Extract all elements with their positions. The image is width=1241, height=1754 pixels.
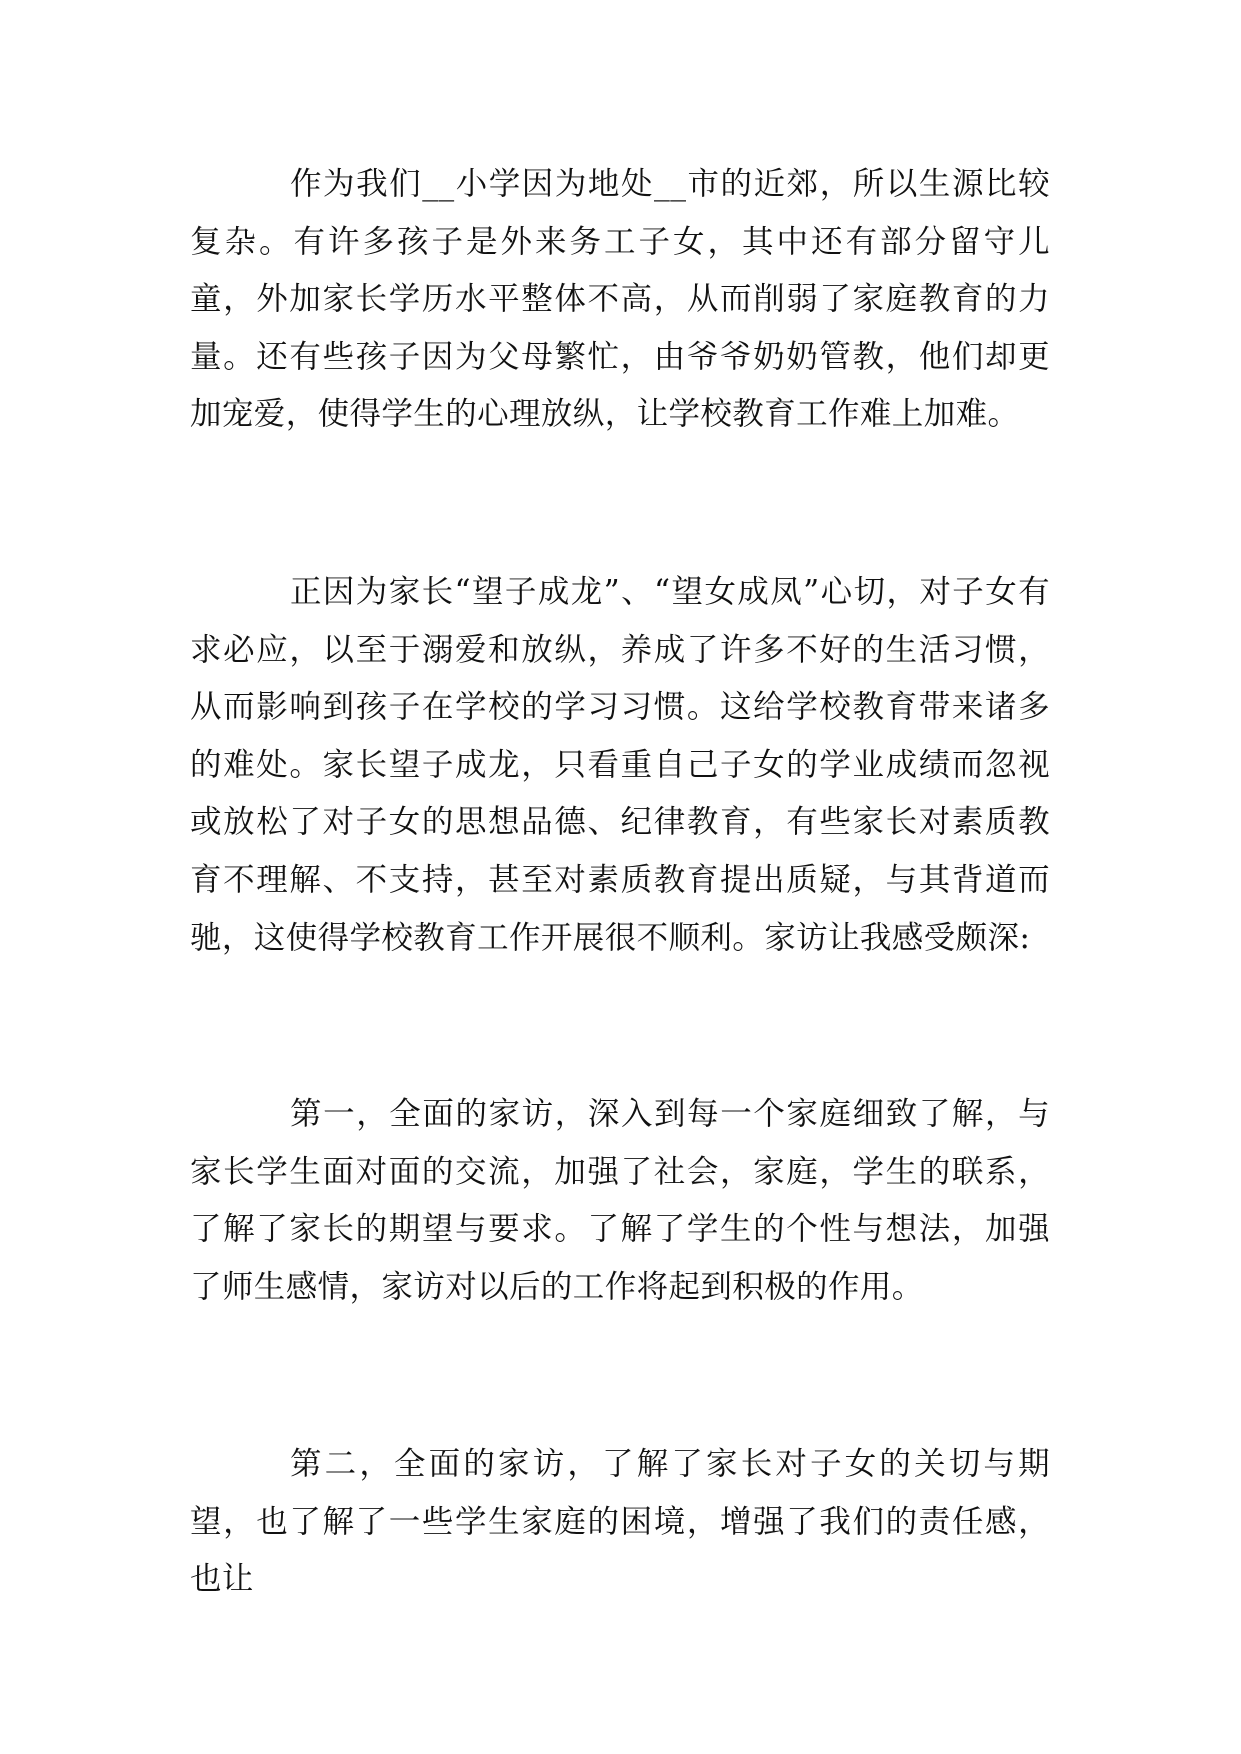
paragraph-2: 正因为家长“望子成龙”、“望女成凤”心切，对子女有求必应，以至于溺爱和放纵，养成了许多不好的生活习惯，从而影响到孩子在学校的学习习惯。这给学校教育带来诸多的难处。家长望子成龙，只看重自己子女的学业成绩而忽视或放松了对子女的思想品德、纪律教育，有些家长对素质教育不理解、不支持，甚至对素质教育提出质疑，与其背道而驰，这使得学校教育工作开展很不顺利。家访让我感受颇深: (190, 574, 1050, 956)
paragraph-3: 第一，全面的家访，深入到每一个家庭细致了解，与家长学生面对面的交流，加强了社会，家庭，学生的联系，了解了家长的期望与要求。了解了学生的个性与想法，加强了师生感情，家访对以后的工作将起到积极的作用。 (190, 1096, 1050, 1305)
paragraph-1: 作为我们__小学因为地处__市的近郊，所以生源比较复杂。有许多孩子是外来务工子女，其中还有部分留守儿童，外加家长学历水平整体不高，从而削弱了家庭教育的力量。还有些孩子因为父母繁忙，由爷爷奶奶管教，他们却更加宠爱，使得学生的心理放纵，让学校教育工作难上加难。 (190, 166, 1050, 433)
paragraph-4: 第二，全面的家访，了解了家长对子女的关切与期望，也了解了一些学生家庭的困境，增强了我们的责任感，也让 (190, 1446, 1050, 1598)
